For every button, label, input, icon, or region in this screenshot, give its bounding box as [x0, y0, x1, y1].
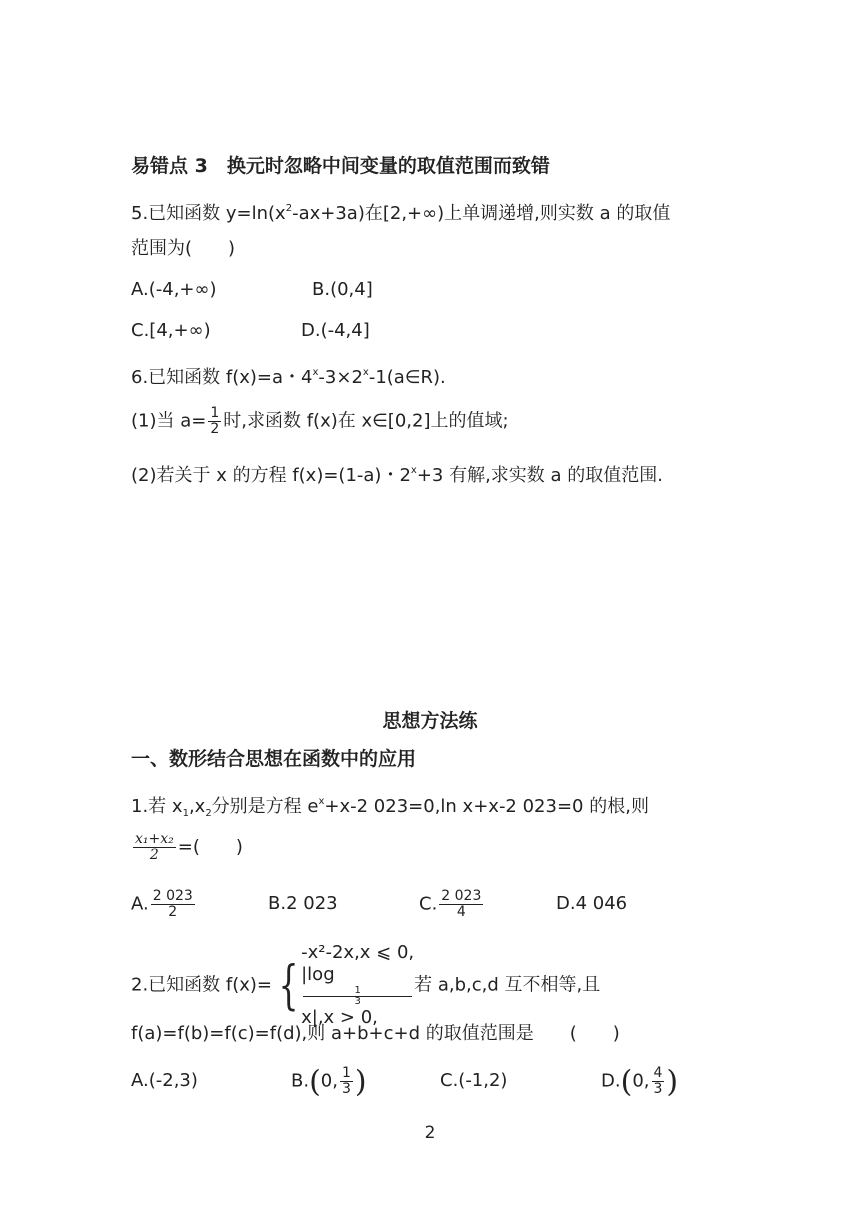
- p1-option-d: D.4 046: [556, 893, 628, 914]
- fraction: $\frac{1}{2}$: [210, 405, 220, 437]
- practice-section-1-title: 一、数形结合思想在函数中的应用: [131, 748, 417, 770]
- practice-question-2-stem-cont: f(a)=f(b)=f(c)=f(d),则 a+b+c+d 的取值范围是 ( ): [131, 1023, 620, 1044]
- p2-option-a: A.(-2,3): [131, 1070, 198, 1091]
- question-5-stem: 5.已知函数 $y=\ln(x^2-ax+3a)$在[2,+∞)上单调递增,则实数 a 的取值: [131, 203, 671, 224]
- q5-option-d: D.(-4,4]: [301, 320, 370, 341]
- p1-option-a: A. $\frac{2 023}{2}$: [131, 888, 193, 920]
- page-number: 2: [424, 1123, 436, 1143]
- practice-question-1-stem: 1.若 $x_1,x_2$分别是方程 $e^x+x-2$ 023=0,ln x+x-2 023=0 的根,则: [131, 796, 649, 819]
- p2-option-d: D.(0, $\frac{4}{3}$ ): [601, 1064, 679, 1100]
- q5-option-c: C.[4,+∞): [131, 320, 211, 341]
- p2-option-b: B.(0, $\frac{1}{3}$ ): [291, 1064, 367, 1100]
- question-6-part-2: (2)若关于 x 的方程 f(x)=(1-a)・$2^x+3$ 有解,求实数 a 的取值范围.: [131, 465, 663, 486]
- practice-heading: 思想方法练: [382, 710, 478, 732]
- p2-option-c: C.(-1,2): [440, 1070, 508, 1091]
- p1-option-c: C. $\frac{2 023}{4}$: [419, 888, 482, 920]
- practice-question-1-stem-cont: $\frac{\text{x₁+x₂}}{2}$ =( ): [135, 831, 243, 863]
- p1-option-b: B.2 023: [268, 893, 338, 914]
- question-6-stem: 6.已知函数 f(x)=a・$4^x-3\times 2^x-1(a\in R)$.: [131, 367, 446, 388]
- q5-option-a: A.(-4,+∞): [131, 279, 217, 300]
- fraction: $\frac{\text{x₁+x₂}}{2}$: [135, 831, 174, 863]
- practice-question-2-stem: 2.已知函数 f(x)= { -x²-2x,x ⩽ 0, |log 1 3 x|,x > 0, 若 a,b,c,d 互不相等,且: [131, 942, 601, 1028]
- question-6-part-1: (1)当 a= $\frac{1}{2}$ 时,求函数 f(x)在 x∈[0,2]上的值域;: [131, 405, 509, 437]
- section-title-error-point-3: 易错点 3 换元时忽略中间变量的取值范围而致错: [131, 155, 550, 177]
- q5-option-b: B.(0,4]: [312, 279, 373, 300]
- piecewise-cases: -x²-2x,x ⩽ 0, |log 1 3 x|,x > 0,: [301, 942, 415, 1028]
- question-5-stem-cont: 范围为( ): [131, 238, 236, 259]
- left-brace: {: [278, 955, 299, 1016]
